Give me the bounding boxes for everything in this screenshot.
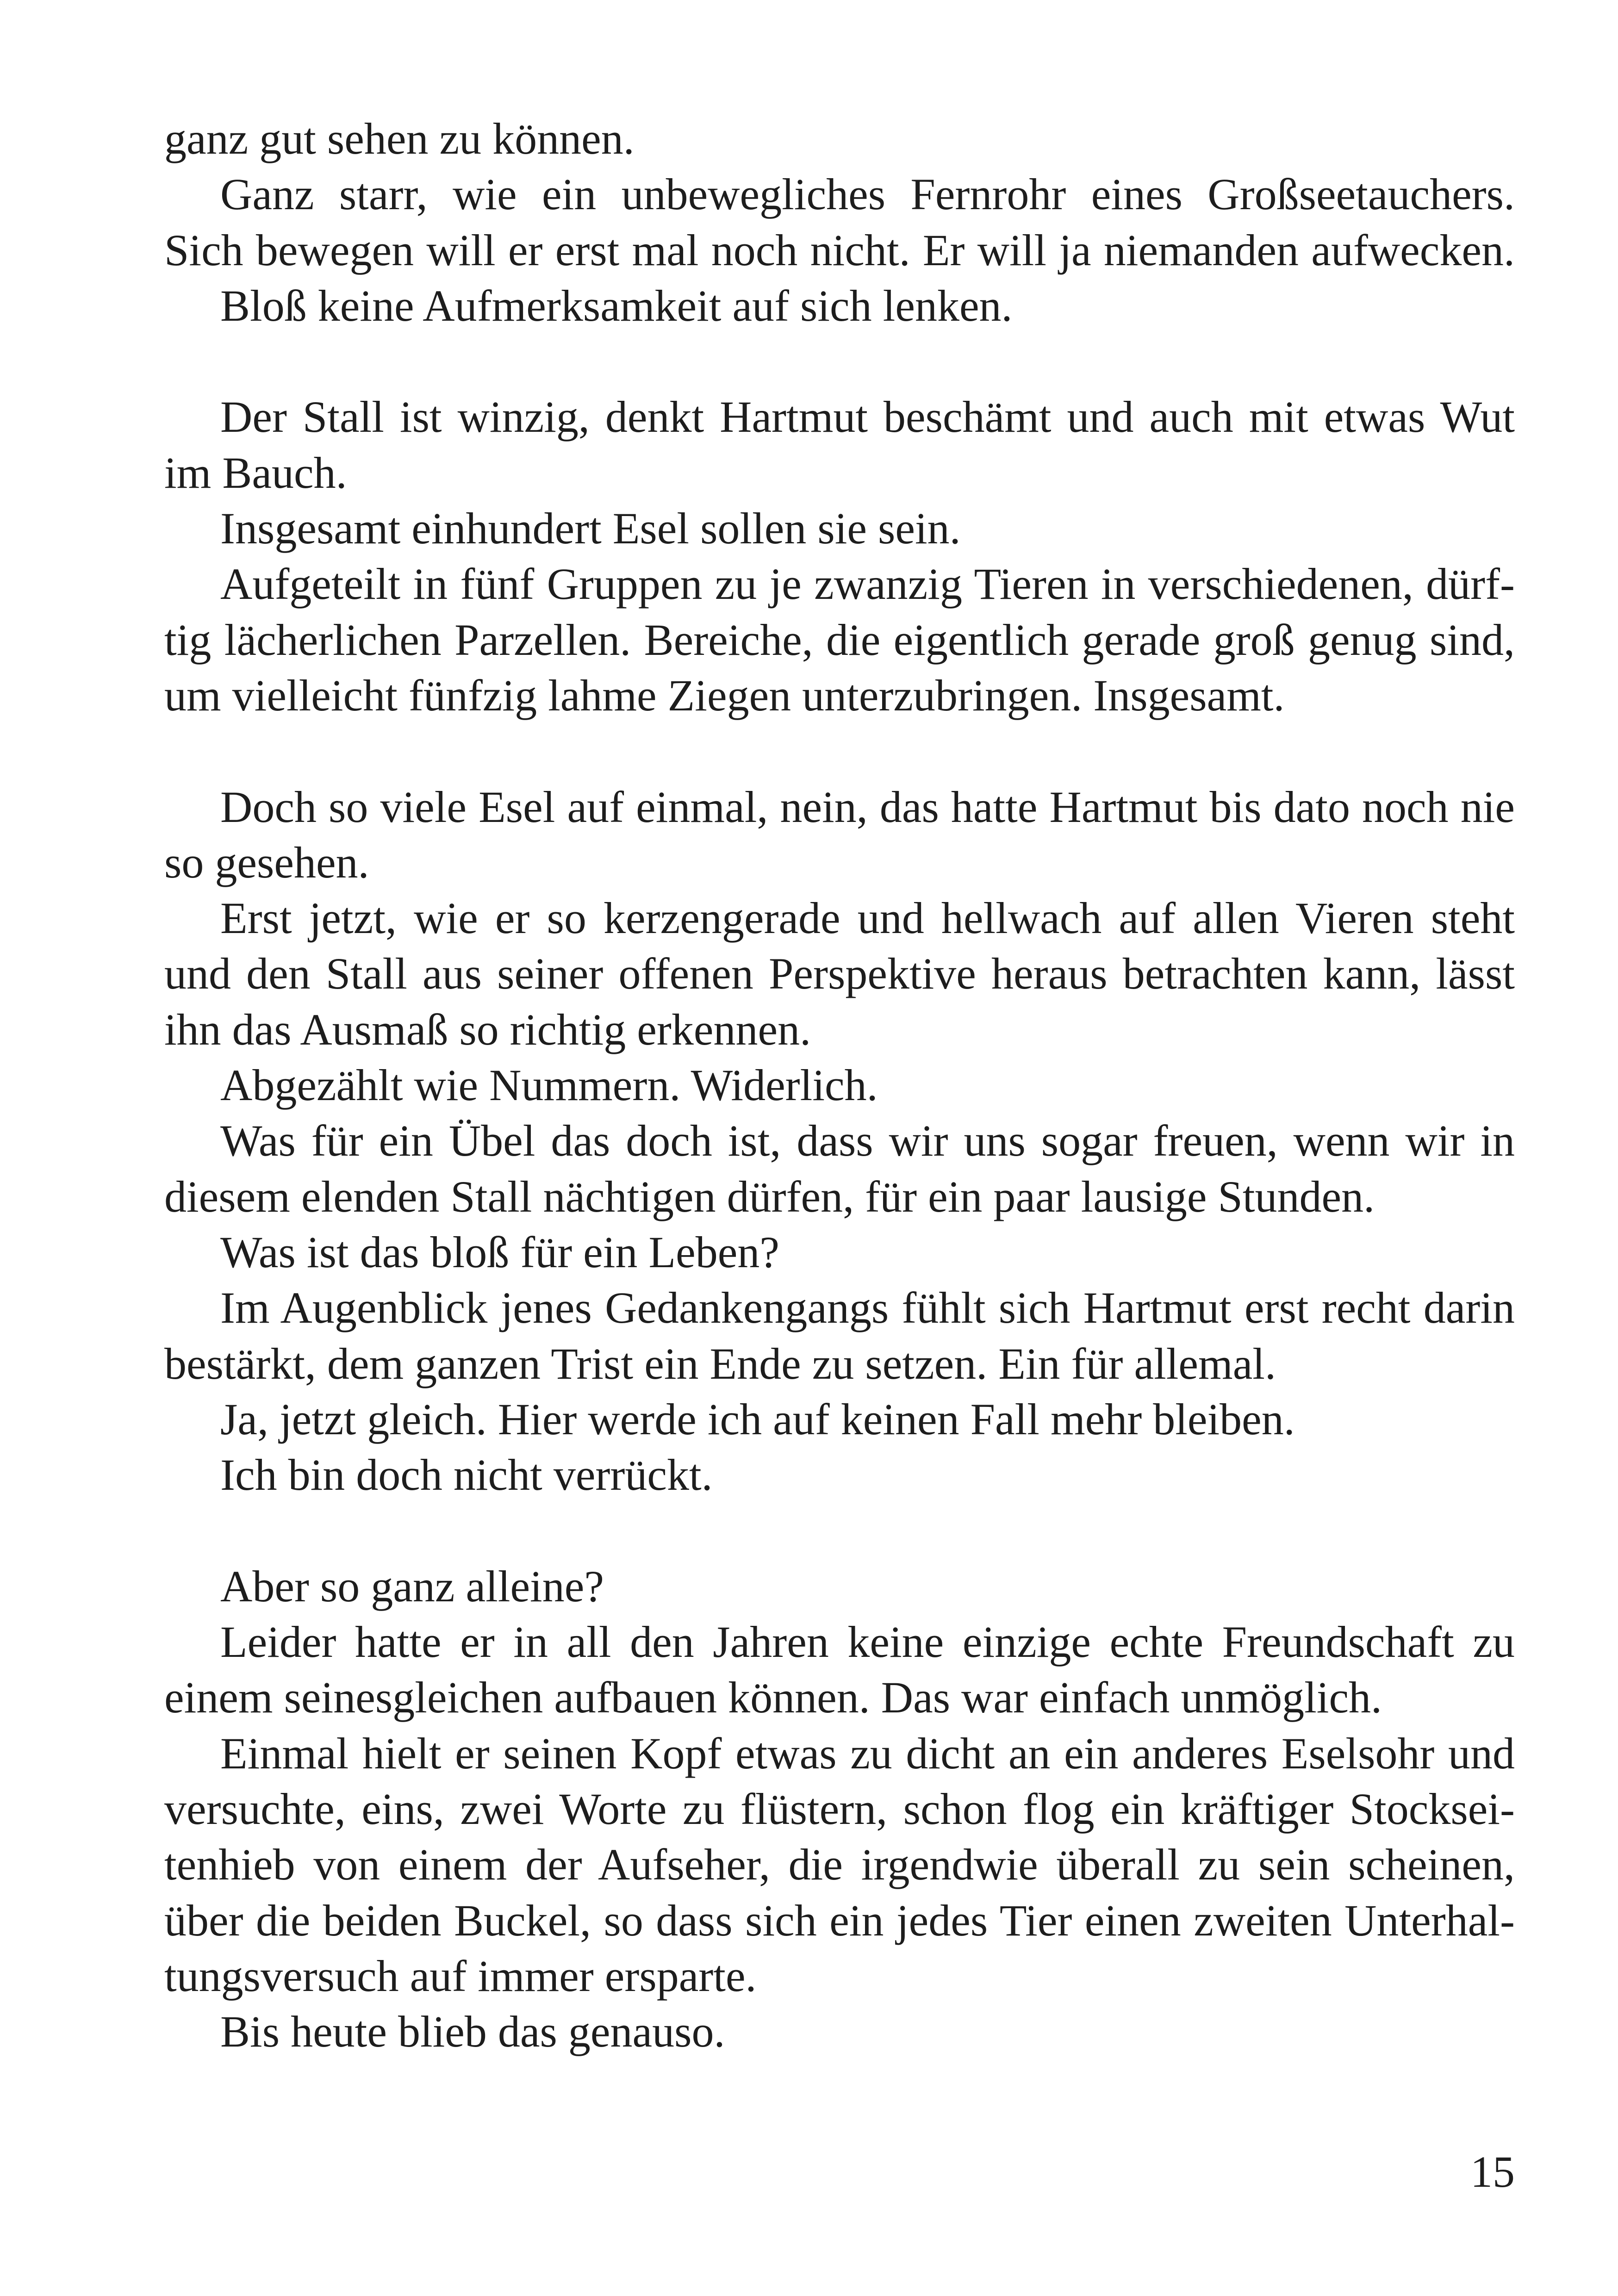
text-section	[164, 111, 1515, 334]
text-line: Ganz starr, wie ein unbewegliches Fernrohr eines Großseetauchers.	[220, 169, 1515, 219]
text-line: Doch so viele Esel auf einmal, nein, das hatte Hartmut bis dato noch nie	[220, 782, 1515, 832]
paragraph	[164, 278, 1515, 334]
text-line: tenhieb von einem der Aufseher, die irgendwie überall zu sein scheinen,	[164, 1840, 1515, 1890]
text-line: Der Stall ist winzig, denkt Hartmut beschämt und auch mit etwas Wut	[220, 392, 1515, 442]
text-line: über die beiden Buckel, so dass sich ein jedes Tier einen zweiten Unterhal-	[164, 1895, 1515, 1945]
text-line: Im Augenblick jenes Gedankengangs fühlt sich Hartmut erst recht darin	[220, 1283, 1515, 1333]
text-line: Einmal hielt er seinen Kopf etwas zu dicht an ein anderes Eselsohr und	[220, 1728, 1515, 1778]
paragraph	[164, 1614, 1515, 1726]
paragraph	[164, 2004, 1515, 2060]
paragraph	[164, 1559, 1515, 1614]
paragraph	[164, 1113, 1515, 1225]
paragraph	[164, 1225, 1515, 1280]
paragraph	[164, 1392, 1515, 1447]
text-line: Bloß keine Aufmerksamkeit auf sich lenken.	[220, 280, 1013, 330]
text-line: bestärkt, dem ganzen Trist ein Ende zu setzen. Ein für allemal.	[164, 1338, 1276, 1388]
paragraph	[164, 556, 1515, 723]
text-line: ganz gut sehen zu können.	[164, 114, 635, 163]
text-line: Insgesamt einhundert Esel sollen sie sein.	[220, 504, 961, 554]
text-line: im Bauch.	[164, 448, 347, 498]
text-section	[164, 1559, 1515, 2060]
text-line: Sich bewegen will er erst mal noch nicht. Er will ja niemanden aufwecken.	[164, 225, 1515, 275]
paragraph	[164, 890, 1515, 1058]
paragraph	[164, 1280, 1515, 1392]
text-line: und den Stall aus seiner offenen Perspektive heraus betrachten kann, lässt	[164, 949, 1515, 999]
text-line: Was für ein Übel das doch ist, dass wir uns sogar freuen, wenn wir in	[220, 1116, 1515, 1166]
text-line: Erst jetzt, wie er so kerzengerade und hellwach auf allen Vieren steht	[220, 893, 1515, 943]
paragraph	[164, 389, 1515, 501]
text-line: Was ist das bloß für ein Leben?	[220, 1227, 779, 1277]
text-line: diesem elenden Stall nächtigen dürfen, für ein paar lausige Stunden.	[164, 1171, 1375, 1221]
paragraph	[164, 1058, 1515, 1113]
text-line: Ja, jetzt gleich. Hier werde ich auf keinen Fall mehr bleiben.	[220, 1394, 1295, 1444]
text-line: um vielleicht fünfzig lahme Ziegen unterzubringen. Insgesamt.	[164, 670, 1285, 720]
text-line: tig lächerlichen Parzellen. Bereiche, die eigentlich gerade groß genug sind,	[164, 615, 1515, 665]
paragraph	[164, 1726, 1515, 2004]
paragraph	[164, 501, 1515, 556]
text-line: einem seinesgleichen aufbauen können. Das war einfach unmöglich.	[164, 1673, 1382, 1723]
text-section	[164, 779, 1515, 1503]
text-line: versuchte, eins, zwei Worte zu flüstern, schon flog ein kräftiger Stocksei-	[164, 1784, 1515, 1834]
paragraph	[164, 1447, 1515, 1503]
page-number: 15	[1470, 2147, 1515, 2196]
paragraph	[164, 111, 1515, 167]
text-body	[164, 111, 1515, 2060]
text-line: Aber so ganz alleine?	[220, 1561, 604, 1611]
text-line: ihn das Ausmaß so richtig erkennen.	[164, 1004, 811, 1054]
text-line: Aufgeteilt in fünf Gruppen zu je zwanzig Tieren in verschiedenen, dürf-	[220, 559, 1515, 609]
text-line: Bis heute blieb das genauso.	[220, 2007, 725, 2057]
text-line: Leider hatte er in all den Jahren keine einzige echte Freundschaft zu	[220, 1617, 1515, 1667]
text-line: so gesehen.	[164, 837, 369, 887]
text-line: tungsversuch auf immer ersparte.	[164, 1951, 757, 2001]
paragraph	[164, 167, 1515, 278]
paragraph	[164, 779, 1515, 891]
text-line: Abgezählt wie Nummern. Widerlich.	[220, 1060, 878, 1110]
text-line: Ich bin doch nicht verrückt.	[220, 1450, 713, 1500]
text-section	[164, 389, 1515, 723]
